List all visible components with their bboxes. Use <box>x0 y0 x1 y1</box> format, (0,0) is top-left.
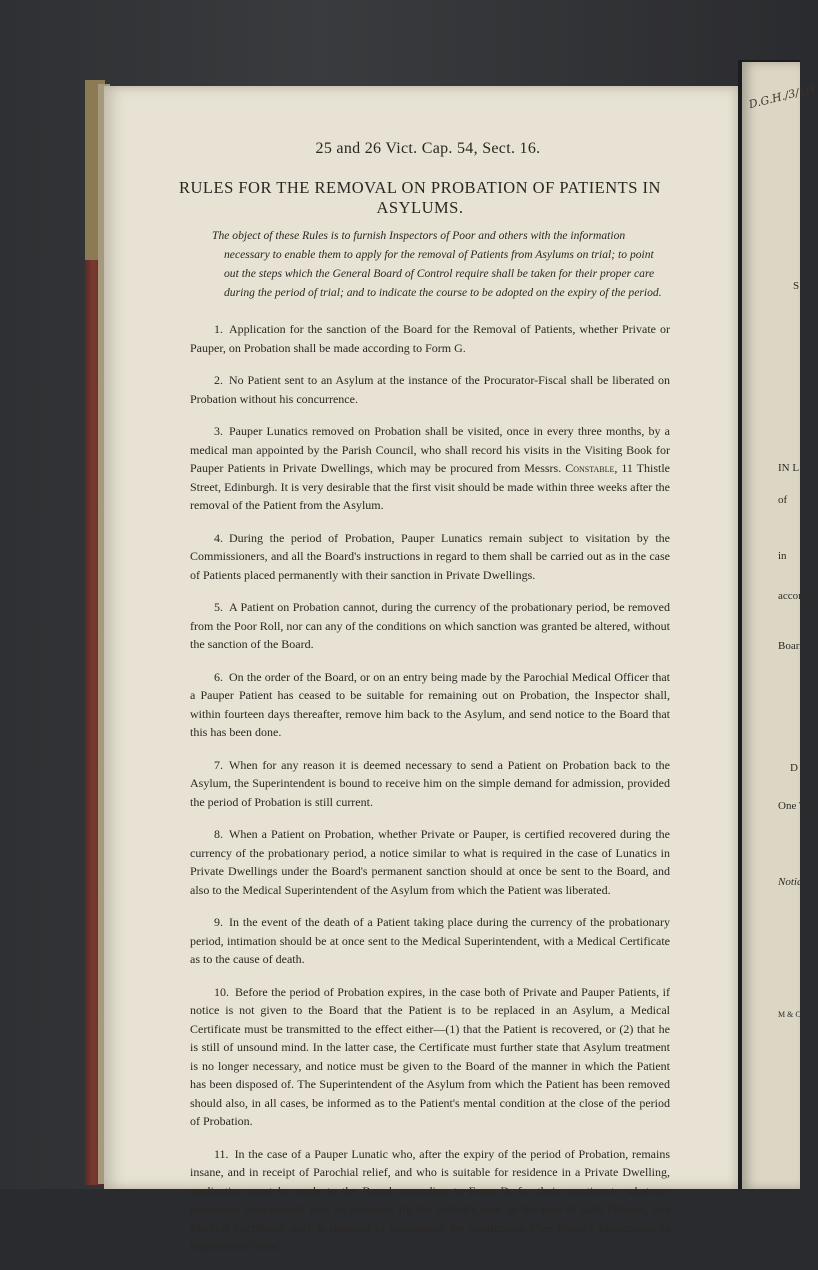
rule-paragraph <box>190 529 670 585</box>
rule-paragraph <box>190 825 670 899</box>
statute-reference: 25 and 26 Vict. Cap. 54, Sect. 16. <box>315 140 541 157</box>
intro-paragraph: The object of these Rules is to furnish Inspectors of Poor and others with the information necessary to enable them to apply for the removal of Patients from Asylums on trial; to point out the steps which the General Board of Control require shall be taken for their proper care during the period of trial; and to indicate the course to be adopted on the expiry of the period. <box>212 229 662 299</box>
facing-page-fragment: accom <box>778 590 807 602</box>
facing-page-fragment: Boari <box>778 640 803 652</box>
rule-number: 6. <box>214 669 223 684</box>
rule-text: A Patient on Probation cannot, during the currency of the probationary period, be removed from the Poor Roll, nor can any of the conditions on which sanction was granted be altered, without the sanction of the Board. <box>190 600 670 651</box>
rule-number: 10. <box>214 984 229 999</box>
rule-paragraph <box>190 983 670 1131</box>
rule-text: In the event of the death of a Patient taking place during the currency of the probationary period, intimation should be at once sent to the Medical Superintendent, with a Medical Certificate as to the cause of death. <box>190 915 670 966</box>
rule-paragraph <box>190 756 670 812</box>
rule-paragraph <box>190 320 670 357</box>
rule-text: In the case of a Pauper Lunatic who, after the expiry of the period of Probation, remains insane, and in receipt of Parochial relief, and who is suitable for residence in a Private Dwelling, application must be made to the Board, according to Form D, for their sanction to whatever permanent arrangement may be proposed for the Patient's care. In the case of such Patients, one Medical Certificate only is required to accompany the application. (See Board's Instructions to Inspectors of Poor.) <box>190 1146 670 1253</box>
rule-number: 8. <box>214 827 223 841</box>
rule-text: Pauper Lunatics removed on Probation shall be visited, once in every three months, by a medical man appointed by the Parish Council, who shall record his visits in the Visiting Book for Pauper Patients in Private Dwellings, which may be procured from Messrs. <box>190 424 670 475</box>
rule-number: 4. <box>214 530 223 545</box>
document-body <box>150 140 670 1270</box>
rule-text: When a Patient on Probation, whether Private or Pauper, is certified recovered during the currency of the probationary period, a notice similar to what is required in the case of Lunatics in Private Dwellings under the Board's permanent sanction should at once be sent to the Board, and also to the Medical Superintendent of the Asylum from which the Patient was liberated. <box>190 827 670 897</box>
rule-number: 11. <box>214 1146 229 1161</box>
facing-page-fragment: M & C <box>778 1010 801 1019</box>
rule-number: 5. <box>214 600 223 614</box>
archive-reference: D.G.H./3/1/1 <box>747 81 818 112</box>
rule-paragraph <box>190 598 670 654</box>
rule-paragraph <box>190 668 670 742</box>
rule-number: 3. <box>214 424 223 438</box>
facing-page-fragment: IN L <box>778 462 800 474</box>
facing-page-fragment: Notic <box>778 876 802 888</box>
rule-text: No Patient sent to an Asylum at the instance of the Procurator-Fiscal shall be liberated on Probation without his concurrence. <box>190 373 670 406</box>
facing-page <box>742 62 803 1189</box>
facing-page-fragment: S <box>793 280 800 292</box>
facing-page-fragment: One T <box>778 800 806 812</box>
facing-page-fragment: in <box>778 550 787 562</box>
facing-page-fragment: of <box>778 494 788 506</box>
rule-paragraph <box>190 1145 670 1256</box>
rule-paragraph <box>190 371 670 408</box>
rule-number: 1. <box>214 322 223 336</box>
document-title: RULES FOR THE REMOVAL ON PROBATION OF PATIENTS IN ASYLUMS. <box>179 178 661 217</box>
rule-paragraph <box>190 913 670 969</box>
rule-text: Before the period of Probation expires, in the case both of Private and Pauper Patients, if notice is not given to the Board that the Patient is to be replaced in an Asylum, a Medical Certificate must be transmitted to the effect either—(1) that the Patient is recovered, or (2) that he is still of unsound mind. In the latter case, the Certificate must further state that Asylum treatment is no longer necessary, and notice must be given to the Board of the manner in which the Patient has been disposed of. The Superintendent of the Asylum from which the Patient has been removed should also, in all cases, be informed as to the Patient's mental condition at the close of the period of Probation. <box>190 984 670 1128</box>
rule-number: 2. <box>214 373 223 387</box>
rule-text: On the order of the Board, or on an entry being made by the Parochial Medical Officer that a Pauper Patient has ceased to be suitable for remaining out on Probation, the Inspector shall, within fourteen days thereafter, remove him back to the Asylum, and send notice to the Board that this has been done. <box>190 669 670 739</box>
publisher-name: Constable, <box>565 461 618 475</box>
rule-text: When for any reason it is deemed necessary to send a Patient on Probation back to the Asylum, the Superintendent is bound to receive him on the simple demand for admission, provided the period of Probation is still current. <box>190 757 670 809</box>
rule-text: During the period of Probation, Pauper Lunatics remain subject to visitation by the Commissioners, and all the Board's instructions in regard to them shall be carried out as in the case of Patients placed permanently with their sanction in Private Dwellings. <box>190 530 670 582</box>
rule-text: 11 Thistle Street, Edinburgh. It is very desirable that the first visit should be made within three weeks after the removal of the Patient from the Asylum. <box>190 461 671 512</box>
rule-number: 9. <box>214 915 223 929</box>
facing-page-fragment: D <box>790 762 798 774</box>
rule-number: 7. <box>214 757 223 772</box>
rule-text: Application for the sanction of the Board for the Removal of Patients, whether Private or Pauper, on Probation shall be made according to Form G. <box>190 322 670 355</box>
rule-paragraph <box>190 422 670 515</box>
